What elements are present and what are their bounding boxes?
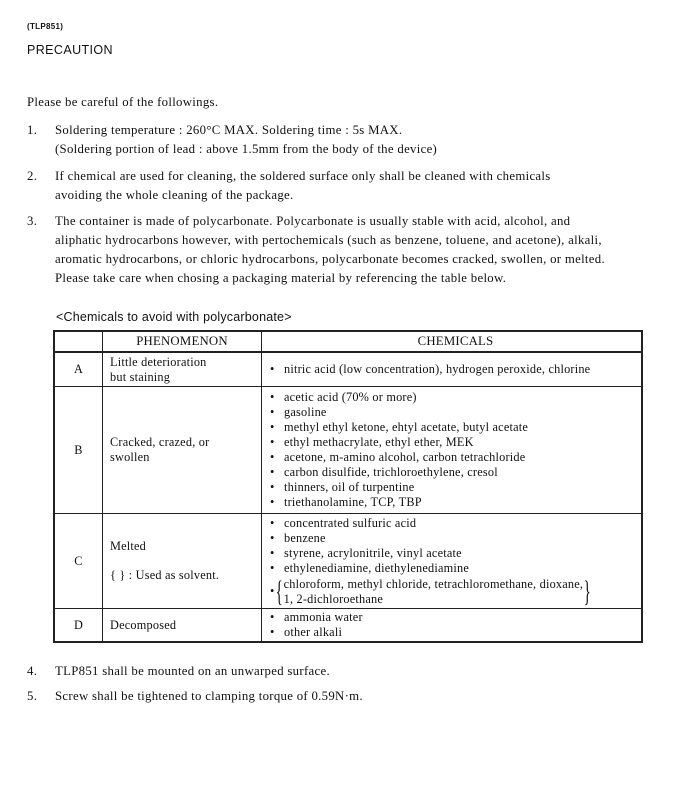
note-line: Screw shall be tightened to clamping torque of 0.59N·m. [55, 689, 363, 703]
header-chemicals: CHEMICALS [262, 331, 643, 352]
header-phenomenon: PHENOMENON [103, 331, 262, 352]
chemical-text: carbon disulfide, trichloroethylene, cresol [284, 465, 498, 479]
chemical-text: methyl ethyl ketone, ehtyl acetate, butyl acetate [284, 420, 529, 434]
bullet-icon: • [270, 420, 275, 434]
phenomenon-line: Decomposed [110, 617, 177, 632]
list-item [270, 625, 641, 640]
bullet-icon: • [270, 450, 275, 464]
phenomenon-cell [103, 514, 262, 609]
chemical-text: acetic acid (70% or more) [284, 390, 417, 404]
chemicals-table [53, 330, 643, 643]
note-number: 2. [27, 169, 38, 183]
header-category [54, 331, 103, 352]
bullet-icon: • [270, 560, 275, 575]
note-line: avoiding the whole cleaning of the package. [55, 188, 294, 202]
right-brace-icon: } [583, 574, 592, 608]
chemical-text: ethyl methacrylate, ethyl ether, MEK [284, 435, 474, 449]
table-row [54, 387, 642, 514]
solvent-lines [284, 577, 584, 607]
list-item [270, 465, 641, 480]
category-cell: C [54, 514, 103, 609]
note-number: 5. [27, 689, 38, 703]
chemical-text: 1, 2-dichloroethane [283, 591, 384, 606]
note-line: aliphatic hydrocarbons however, with pertochemicals (such as benzene, toluene, and acetone), alkali, [55, 233, 602, 247]
solvent-group [270, 574, 641, 608]
bullet-icon: • [270, 390, 275, 404]
chemical-text: chloroform, methyl chloride, tetrachloromethane, dioxane, [283, 576, 584, 591]
chemical-text: thinners, oil of turpentine [284, 480, 415, 494]
intro-text: Please be careful of the followings. [27, 95, 219, 109]
bullet-icon: • [270, 530, 275, 545]
list-item [270, 495, 641, 510]
solvent-legend: { } : Used as solvent. [110, 568, 220, 582]
phenomenon-line: Cracked, crazed, or [110, 435, 210, 449]
phenomenon-cell [103, 352, 262, 387]
bullet-icon: • [270, 515, 275, 530]
bullet-icon: • [270, 435, 275, 449]
bullet-icon: • [270, 545, 275, 560]
note-line: (Soldering portion of lead : above 1.5mm from the body of the device) [55, 142, 438, 156]
note-number: 4. [27, 664, 38, 678]
table-row [54, 609, 642, 643]
category-cell: B [54, 387, 103, 514]
chemical-text: other alkali [284, 625, 343, 639]
list-item [270, 610, 641, 625]
chemical-text: triethanolamine, TCP, TBP [284, 495, 422, 509]
category-cell: D [54, 609, 103, 643]
chemicals-cell [262, 514, 643, 609]
bullet-icon: • [270, 480, 275, 494]
bullet-icon: • [270, 584, 275, 598]
phenomenon-line: Little deterioration [110, 354, 207, 369]
note-line: Please take care when chosing a packaging material by referencing the table below. [55, 271, 507, 285]
chemical-text: acetone, m-amino alcohol, carbon tetrachloride [284, 450, 526, 464]
bullet-icon: • [270, 495, 275, 509]
chemical-text: benzene [284, 530, 326, 545]
document-code: (TLP851) [27, 22, 64, 31]
note-line: If chemical are used for cleaning, the soldered surface only shall be cleaned with chemicals [55, 169, 551, 183]
chemical-text: ethylenediamine, diethylenediamine [284, 560, 470, 575]
category-cell: A [54, 352, 103, 387]
list-item [270, 362, 641, 377]
table-header-row [54, 331, 642, 352]
note-line: TLP851 shall be mounted on an unwarped surface. [55, 664, 330, 678]
chemical-text: gasoline [284, 405, 327, 419]
list-item [270, 450, 641, 465]
table-row [54, 352, 642, 387]
list-item [270, 405, 641, 420]
list-item [270, 531, 641, 546]
note-number: 3. [27, 214, 38, 228]
list-item [270, 390, 641, 405]
note-line: The container is made of polycarbonate. Polycarbonate is usually stable with acid, alcohol, and [55, 214, 571, 228]
chemical-text: ammonia water [284, 610, 363, 624]
list-item [270, 420, 641, 435]
list-item [270, 516, 641, 531]
chemicals-cell [262, 609, 643, 643]
bullet-icon: • [270, 610, 275, 624]
phenomenon-line: Melted [110, 539, 147, 553]
left-brace-icon: { [275, 574, 283, 608]
phenomenon-cell [103, 387, 262, 514]
note-line: Soldering temperature : 260°C MAX. Soldering time : 5s MAX. [55, 123, 403, 137]
list-item [270, 561, 641, 576]
list-item [270, 546, 641, 561]
chemicals-cell [262, 387, 643, 514]
phenomenon-line: swollen [110, 450, 150, 464]
chemicals-cell [262, 352, 643, 387]
note-number: 1. [27, 123, 38, 137]
table-row [54, 514, 642, 609]
phenomenon-cell [103, 609, 262, 643]
bullet-icon: • [270, 465, 275, 479]
chemical-text: styrene, acrylonitrile, vinyl acetate [284, 545, 462, 560]
note-line: aromatic hydrocarbons, or chloric hydrocarbons, polycarbonate becomes cracked, swollen, or melted. [55, 252, 605, 266]
chemical-text: concentrated sulfuric acid [284, 515, 417, 530]
chemical-text: nitric acid (low concentration), hydrogen peroxide, chlorine [284, 362, 591, 376]
bullet-icon: • [270, 362, 275, 376]
page-title: PRECAUTION [27, 43, 113, 57]
bullet-icon: • [270, 405, 275, 419]
list-item [270, 435, 641, 450]
table-caption: <Chemicals to avoid with polycarbonate> [56, 310, 292, 324]
phenomenon-line: but staining [110, 369, 171, 384]
list-item [270, 480, 641, 495]
bullet-icon: • [270, 625, 275, 639]
